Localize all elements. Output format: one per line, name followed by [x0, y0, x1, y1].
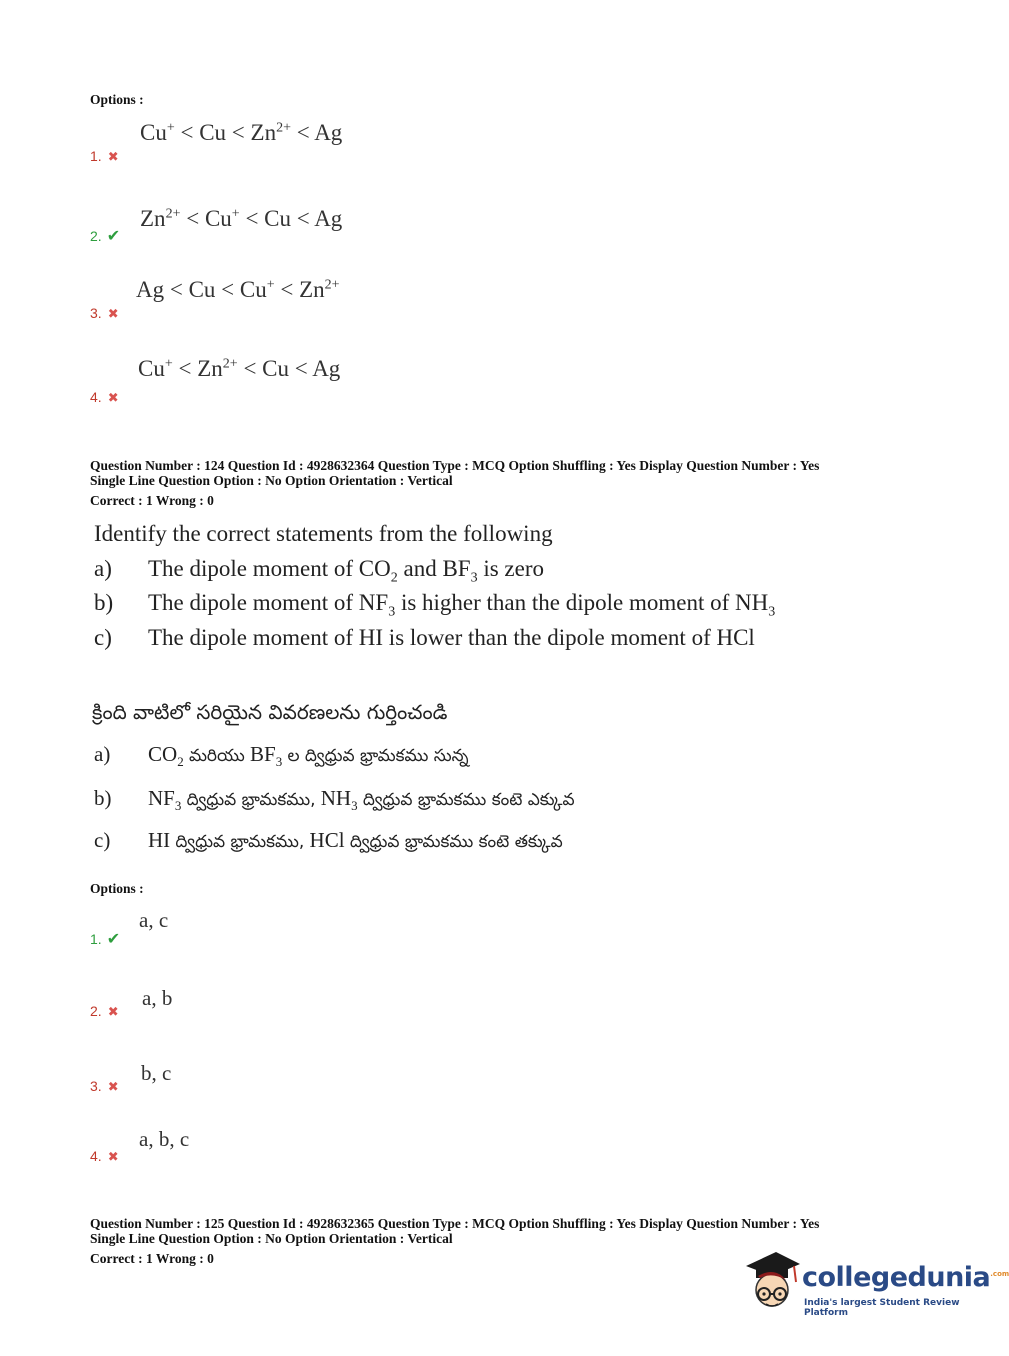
- option-4-marker: 4. ✖: [90, 389, 119, 406]
- option-2-marker: 2. ✖: [90, 1003, 119, 1020]
- check-icon: ✔: [106, 226, 121, 245]
- statement-c-telugu: c) HI ద్విధ్రువ భ్రామకము, HCl ద్విధ్రువ భ్రామకము కంటె తక్కువ: [94, 828, 563, 852]
- check-icon: ✔: [106, 929, 121, 948]
- option-3-marker: 3. ✖: [90, 1078, 119, 1095]
- statement-b-telugu: b) $NF_3$ ద్విధ్రువ భ్రామకము, $NH_3$ ద్విధ్రువ భ్రామకము కంటె ఎక్కువ: [94, 786, 575, 814]
- statement-c-english: c) The dipole moment of HI is lower than the dipole moment of HCl: [94, 625, 755, 650]
- wrong-icon: ✖: [107, 307, 119, 322]
- options-label: Options :: [90, 92, 144, 107]
- options-label: Options :: [90, 881, 144, 896]
- option-2-text: a, b: [142, 986, 173, 1010]
- option-2-formula: $Zn^{2+} < Cu^+ < Cu < Ag$: [140, 206, 343, 231]
- wrong-icon: ✖: [107, 1150, 119, 1165]
- logo-tagline: India's largest Student Review Platform: [804, 1298, 960, 1318]
- statement-a-english: a) The dipole moment of $CO_2$ and $BF_3$ is zero: [94, 556, 545, 586]
- logo-suffix: .com: [990, 1270, 1009, 1278]
- option-1-text: a, c: [139, 908, 169, 932]
- logo-name: collegedunia: [802, 1262, 991, 1293]
- mascot-icon: [742, 1250, 802, 1316]
- option-1-marker: 1. ✖: [90, 148, 119, 165]
- question-telugu-intro: క్రింది వాటిలో సరియైన వివరణలను గుర్తించండి: [92, 700, 448, 724]
- option-4-formula: $Cu^+ < Zn^{2+} < Cu < Ag$: [138, 356, 341, 381]
- option-2-marker: 2. ✔: [90, 226, 121, 245]
- question-125-meta-line1: Question Number : 125 Question Id : 4928632365 Question Type : MCQ Option Shuffling : Yes Display Question Number : Yes: [90, 1216, 820, 1231]
- question-125-meta-line3: Correct : 1 Wrong : 0: [90, 1251, 214, 1266]
- option-4-marker: 4. ✖: [90, 1148, 119, 1165]
- question-english-intro: Identify the correct statements from the following: [94, 521, 553, 546]
- question-125-meta-line2: Single Line Question Option : No Option Orientation : Vertical: [90, 1231, 453, 1246]
- option-1-marker: 1. ✔: [90, 929, 121, 948]
- option-3-text: b, c: [141, 1061, 172, 1085]
- option-1-formula: $Cu^+ < Cu < Zn^{2+} < Ag$: [140, 120, 343, 145]
- wrong-icon: ✖: [107, 150, 119, 165]
- question-124-meta-line3: Correct : 1 Wrong : 0: [90, 493, 214, 508]
- option-3-formula: $Ag < Cu < Cu^+ < Zn^{2+}$: [136, 277, 340, 302]
- collegedunia-logo: [742, 1250, 1009, 1320]
- option-3-marker: 3. ✖: [90, 305, 119, 322]
- option-4-text: a, b, c: [139, 1127, 190, 1151]
- statement-a-telugu: a) $CO_2$ మరియు $BF_3$ ల ద్విధ్రువ భ్రామకము సున్న: [94, 742, 469, 770]
- wrong-icon: ✖: [107, 391, 119, 406]
- question-124-meta-line2: Single Line Question Option : No Option Orientation : Vertical: [90, 473, 453, 488]
- statement-b-english: b) The dipole moment of $NF_3$ is higher than the dipole moment of $NH_3$: [94, 590, 776, 620]
- wrong-icon: ✖: [107, 1080, 119, 1095]
- wrong-icon: ✖: [107, 1005, 119, 1020]
- question-124-meta-line1: Question Number : 124 Question Id : 4928632364 Question Type : MCQ Option Shuffling : Yes Display Question Number : Yes: [90, 458, 820, 473]
